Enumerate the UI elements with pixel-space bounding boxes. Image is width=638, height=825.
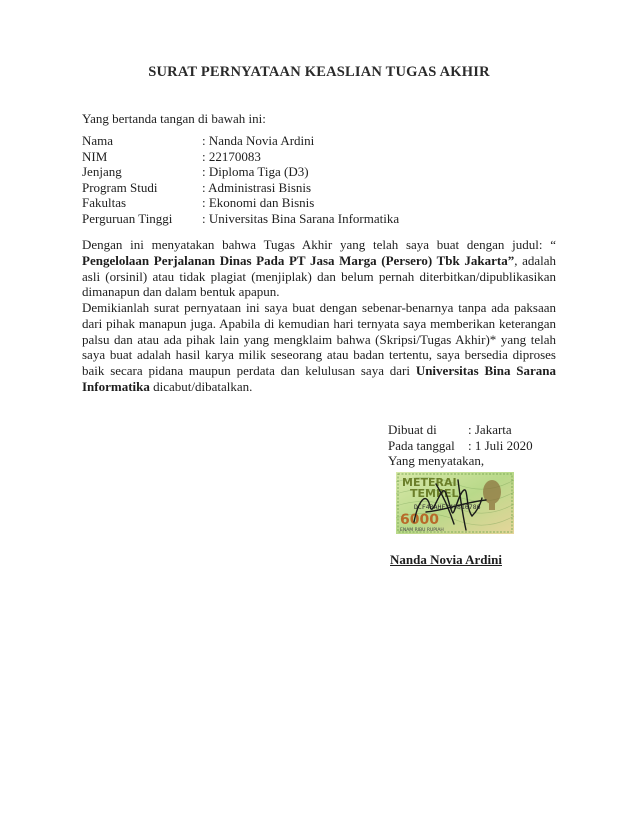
thesis-title: Pengelolaan Perjalanan Dinas Pada PT Jasa Marga (Persero) Tbk Jakarta” (82, 252, 515, 268)
statement-prefix: Dengan ini menyatakan bahwa Tugas Akhir yang telah saya buat dengan judul: “ (82, 237, 556, 252)
identity-value: : Ekonomi dan Bisnis (202, 195, 315, 211)
identity-row-nim (82, 149, 399, 165)
identity-row-fakultas (82, 195, 399, 211)
declaration-paragraph (82, 300, 556, 395)
date-label: Pada tanggal (388, 437, 455, 453)
stamp-words: ENAM RIBU RUPIAH (400, 528, 444, 533)
date-row (388, 438, 533, 454)
identity-label: Perguruan Tinggi (82, 210, 173, 226)
identity-row-program (82, 180, 399, 196)
identity-table (82, 133, 399, 227)
stamp-label-mid: TEMPEL (410, 487, 459, 500)
identity-value: : Diploma Tiga (D3) (202, 164, 309, 180)
identity-row-perguruan (82, 211, 399, 227)
identity-value: : Nanda Novia Ardini (202, 133, 315, 148)
statement-paragraph (82, 237, 556, 300)
declaration-suffix: dicabut/dibatalkan. (149, 378, 253, 394)
stamp-label-top: METERAI (402, 476, 457, 489)
signature-block (388, 422, 533, 469)
identity-label: Nama (82, 133, 114, 148)
closing-text: Yang menyatakan, (388, 453, 485, 469)
revenue-stamp (396, 472, 514, 534)
identity-label: Fakultas (82, 195, 127, 211)
date-value: : 1 Juli 2020 (468, 437, 533, 453)
document-title: SURAT PERNYATAAN KEASLIAN TUGAS AKHIR (148, 64, 490, 80)
identity-label: Program Studi (82, 179, 158, 195)
identity-row-name (82, 133, 399, 149)
signer-name: Nanda Novia Ardini (390, 552, 502, 567)
place-value: : Jakarta (468, 422, 512, 437)
statement-suffix: , adalah asli (orsinil) atau tidak plagiat (menjiplak) dan belum pernah diterbitkan/dipublikasikan dimanapun dan dalam bentuk apapun. (82, 252, 557, 300)
stamp-value: 6000 (400, 512, 439, 528)
identity-row-jenjang (82, 164, 399, 180)
identity-value: : 22170083 (202, 148, 261, 164)
stamp-serial: DCF43AHF349816786 (414, 503, 481, 511)
intro-text: Yang bertanda tangan di bawah ini: (82, 111, 266, 126)
identity-value: : Administrasi Bisnis (202, 179, 312, 195)
identity-label: Jenjang (82, 164, 122, 180)
identity-label: NIM (82, 148, 108, 164)
identity-value: : Universitas Bina Sarana Informatika (202, 210, 400, 226)
institution-name: Universitas Bina Sarana Informatika (82, 363, 556, 394)
place-row (388, 422, 533, 438)
declaration-text: Demikianlah surat pernyataan ini saya buat dengan sebenar-benarnya tanpa ada paksaan dari pihak manapun juga. Apabila di kemudian hari ternyata saya memberikan keterangan palsu dan atau ada pihak lain yang mengklaim bahwa (Skripsi/Tugas Akhir)* yang telah saya buat adalah hasil karya milik seseorang atau badan tertentu, saya bersedia diproses baik secara pidana maupun perdata dan kelulusan saya dari (82, 300, 556, 379)
place-label: Dibuat di (388, 422, 437, 437)
